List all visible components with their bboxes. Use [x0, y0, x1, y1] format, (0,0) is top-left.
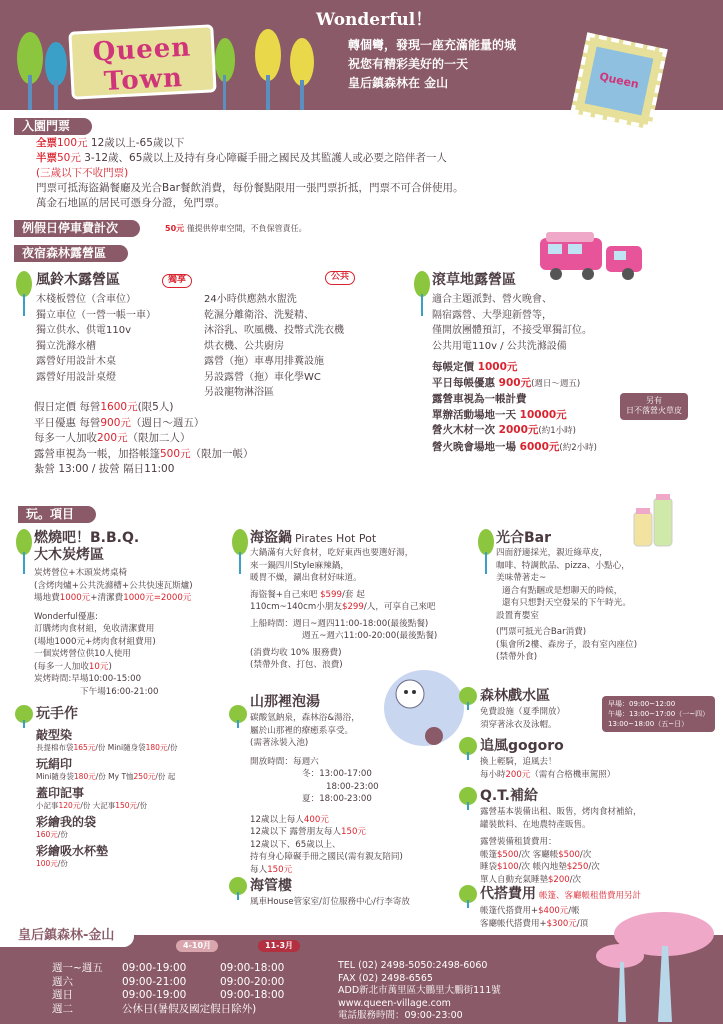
footer-contact: [338, 960, 501, 1023]
slogan-lines: [348, 36, 516, 93]
admission-line1: 門票可抵海盜鍋餐廳及光合Bar餐飲消費，每份餐點限用一張門票折抵，門票不可合併使用。: [36, 182, 464, 194]
bar-title: 光合Bar: [496, 530, 552, 546]
list-item: 沐浴乳、吹風機、投幣式洗衣機: [204, 325, 344, 336]
pirate-body: 大鍋滿有大好食材，吃好東西也要選好湯， 來一鍋四川Style麻辣鍋， 暖胃不燥，涮出食材好味道。 海盜餐+自己來吧 $599/套 起 110cm~140cm小朋友$299/人，可享自己來吧 上船時間：週日~週四11:00-18:00(最後點餐) 週五~週六11:00-20:00(最後點餐) (消費均收 10% 服務費) (禁帶外食、打包、浪費): [250, 548, 438, 670]
slogan-line: 轉個彎，發現一座充滿能量的城: [348, 38, 517, 52]
tree-icon: [210, 20, 320, 110]
list-item: 獨立洗滌水槽: [36, 340, 96, 352]
tree-icon: [592, 906, 718, 1022]
camping-title: 夜宿森林露營區: [14, 245, 128, 262]
season-summer: 4-10月: [176, 940, 218, 952]
fengling-title: 風鈴木露營區: [36, 272, 120, 288]
list-item: 木棧板營位（含車位）: [36, 294, 136, 305]
proxy-title-note: 帳篷、客廳帳租借費用另計: [539, 891, 642, 901]
footer-title: 皇后鎮森林-金山: [0, 926, 134, 947]
list-item: 乾濕分離衛浴、洗髮精、: [204, 309, 314, 321]
admission-full: 全票100元 12歲以上-65歲以下: [36, 137, 185, 149]
tree-icon: [476, 528, 496, 574]
tree-icon: [456, 686, 480, 710]
slogan-line: 祝您有精彩美好的一天: [348, 57, 469, 71]
tree-icon: [12, 20, 72, 110]
admission-line2: 萬金石地區的居民可憑身分證，免門票。: [36, 197, 225, 209]
stamp: [570, 32, 667, 129]
harbor-line: 風車House管家室/訂位服務中心/行李寄放: [250, 897, 410, 907]
slogan-title: Wonderful！: [316, 10, 433, 30]
slogan-line: 皇后鎮森林在 金山: [348, 76, 449, 90]
stamp-text: Queen: [585, 47, 654, 116]
guncao-title: 滾草地露營區: [432, 272, 516, 288]
pirate-title-row: [250, 530, 376, 548]
pirate-title: 海盜鍋: [250, 530, 292, 546]
footer-website[interactable]: www.queen-village.com: [338, 997, 451, 1009]
badge-public: 公共: [325, 271, 355, 285]
tree-icon: [226, 704, 250, 728]
play-title: 玩。項目: [18, 506, 96, 523]
water-body: 免費設施（夏季開放） 須穿著泳衣及泳帽。: [480, 707, 566, 730]
list-item: 獨立車位（一營一帳一車）: [36, 309, 156, 321]
fengling-left-list: [36, 292, 156, 385]
water-hours-note: 早場：09:00~12:00 午場：13:00~17:00（一~四） 13:00~18:00（五~日）: [602, 696, 715, 732]
proxy-title: 代搭費用: [480, 886, 536, 902]
pirate-title-en: Pirates Hot Pot: [295, 532, 377, 545]
fengling-prices: 假日定價 每營1600元(限5人) 平日優惠 每營900元（週日～週五） 每多一人加收200元（限加二人） 露營車視為一帳，加搭帳篷500元（限加一帳） 紮營 13:00 / 拔營 隔日11:00: [34, 401, 254, 475]
bar-body: 四面舒適採光，親近綠草皮， 咖啡、特調飲品、pizza、小點心， 美味帶著走~ 適合有點睏或是想聊天的時候， 還有只想對天空發呆的下午時光。 設置育嬰室 (門票可抵光合Bar消費) (集會所2樓、森房子，設有室內座位) (禁帶外食): [496, 548, 638, 662]
tree-icon: [14, 270, 34, 316]
craft-list: 敲型染 長提棉布袋165元/份 Mini隨身袋180元/份 玩絹印 Mini隨身袋180元/份 My T恤250元/份 起 蓋印記事 小記事120元/份 大記事150元/份 彩繪我的袋 160元/份 彩繪吸水杯墊 100元/份: [36, 728, 178, 869]
guncao-note: 另有 日不落營火草皮: [620, 393, 688, 420]
list-item: 另設露營（拖）車化學WC: [204, 371, 321, 383]
admission-half: 半票50元 3-12歲、65歲以上及持有身心障礙手冊之國民及其監護人或必要之陪伴者一人: [36, 152, 447, 164]
list-item: 獨立供水、供電110v: [36, 325, 132, 336]
tree-icon: [230, 528, 250, 574]
footer-address: ADD新北市萬里區大鵬里大鵬街111號: [338, 985, 501, 997]
footer-service-hours: 電話服務時間：09:00-23:00: [338, 1010, 463, 1022]
admission-title: 入園門票: [14, 118, 92, 135]
badge-private: 獨享: [162, 274, 192, 288]
list-item: 另設寵物淋浴區: [204, 387, 274, 398]
list-item: 24小時供應熱水盥洗: [204, 294, 297, 305]
list-item: 露營好用設計木桌: [36, 356, 116, 367]
footer-tel: TEL (02) 2498-5050:2498-6060: [338, 960, 488, 971]
guncao-prices: 每帳定價 1000元 平日每帳優惠 900元(週日～週五) 露營車視為一帳計費 單辦活動場地一天 10000元 營火木材一次 2000元(約1小時) 營火晚會場地一場 6000元(約2小時): [432, 361, 597, 453]
table-row: 週六 09:00-21:00 09:00-20:00: [52, 975, 285, 988]
tree-icon: [226, 876, 250, 900]
supply-title: Q.T.補給: [480, 788, 538, 804]
fengling-right-list: [204, 292, 344, 401]
tree-icon: [456, 736, 480, 760]
list-item: 隔宿露營、大學迎新營等，: [432, 309, 552, 321]
parking-title: 例假日停車費計次: [14, 220, 140, 237]
tree-icon: [456, 884, 480, 908]
table-row: 週二 公休日(暑假及國定假日除外): [52, 1002, 257, 1015]
tree-icon: [14, 528, 34, 574]
tree-icon: [456, 786, 480, 810]
logo-text: Queen Town: [91, 32, 192, 98]
camper-van-icon: [536, 228, 648, 284]
gogoro-title: 追風gogoro: [480, 738, 564, 754]
footer-hours-table: [52, 962, 284, 1016]
admission-free: (三歲以下不收門票): [36, 167, 129, 179]
tree-icon: [12, 704, 36, 728]
season-winter: 11-3月: [258, 940, 300, 952]
craft-title: 玩手作: [36, 706, 78, 722]
proxy-title-row: [480, 886, 641, 904]
list-item: 適合主題派對、營火晚會、: [432, 294, 552, 305]
list-item: 僅開放團體預訂，不接受單獨訂位。: [432, 325, 592, 336]
table-row: 週日 09:00-19:00 09:00-18:00: [52, 989, 285, 1001]
list-item: 露營好用設計桌燈: [36, 371, 116, 383]
spa-title: 山那裡泡湯: [250, 694, 320, 710]
spa-body: 碳酸氫鈉泉，森林浴&湯浴， 屬於山那裡的療癒系享受。 (需著泳裝入池) 開放時間：每週六 冬：13:00-17:00 18:00-23:00 夏：18:00-23:00 12歲以上每人400元 12歲以下 露營朋友每人150元 12歲以下、65歲以上、 持有身心障礙手冊之國民(需有親友陪同) 每人150元: [250, 713, 403, 875]
parking-info: 50元 僅提供停車空間，不負保管責任。: [165, 224, 307, 233]
guncao-list: [432, 292, 592, 354]
supply-body: 露營基本裝備出租、販售，烤肉食材補給， 罐裝飲料、在地農特產販售。 露營裝備租賃費用： 帳篷$500/次 客廳帳$500/次 睡袋$100/次 帳內地墊$250/次 單人自動充氣睡墊$200/次: [480, 807, 642, 885]
proxy-body: 帳篷代搭費用+$400元/帳 客廳帳代搭費用+$300元/頂: [480, 906, 589, 929]
bbq-subtitle: 大木炭烤區: [34, 547, 104, 563]
bbq-title: 燃燒吧！B.B.Q.: [34, 530, 140, 546]
logo: [68, 24, 216, 99]
table-row: 週一~週五 09:00-19:00 09:00-18:00: [52, 962, 285, 974]
list-item: 烘衣機、公共廚房: [204, 340, 284, 352]
list-item: 公共用電110v / 公共洗滌設備: [432, 340, 567, 352]
list-item: 露營（拖）車專用排糞設施: [204, 356, 324, 367]
jar-icon: [632, 490, 674, 550]
tree-icon: [412, 270, 432, 316]
footer-fax: FAX (02) 2498-6565: [338, 972, 433, 984]
harbor-title: 海管樓: [250, 878, 292, 894]
water-title: 森林戲水區: [480, 688, 550, 704]
gogoro-body: 換上輕騎，追風去！ 每小時200元（需有合格機車駕照）: [480, 757, 616, 780]
bbq-body: 炭烤營位+木頭炭烤桌椅 (含烤肉爐+公共洗滌槽+公共快速瓦斯爐) 場地費1000元+清潔費1000元=2000元 Wonderful優惠: 訂購烤肉食材組，免收清潔費用 (場地1000元+烤肉食材組費用) 一個炭烤營位供10人使用 (每多一人加收10元) 炭烤時間:早場10:00-15:00 下午場16:00-21:00: [34, 568, 193, 697]
